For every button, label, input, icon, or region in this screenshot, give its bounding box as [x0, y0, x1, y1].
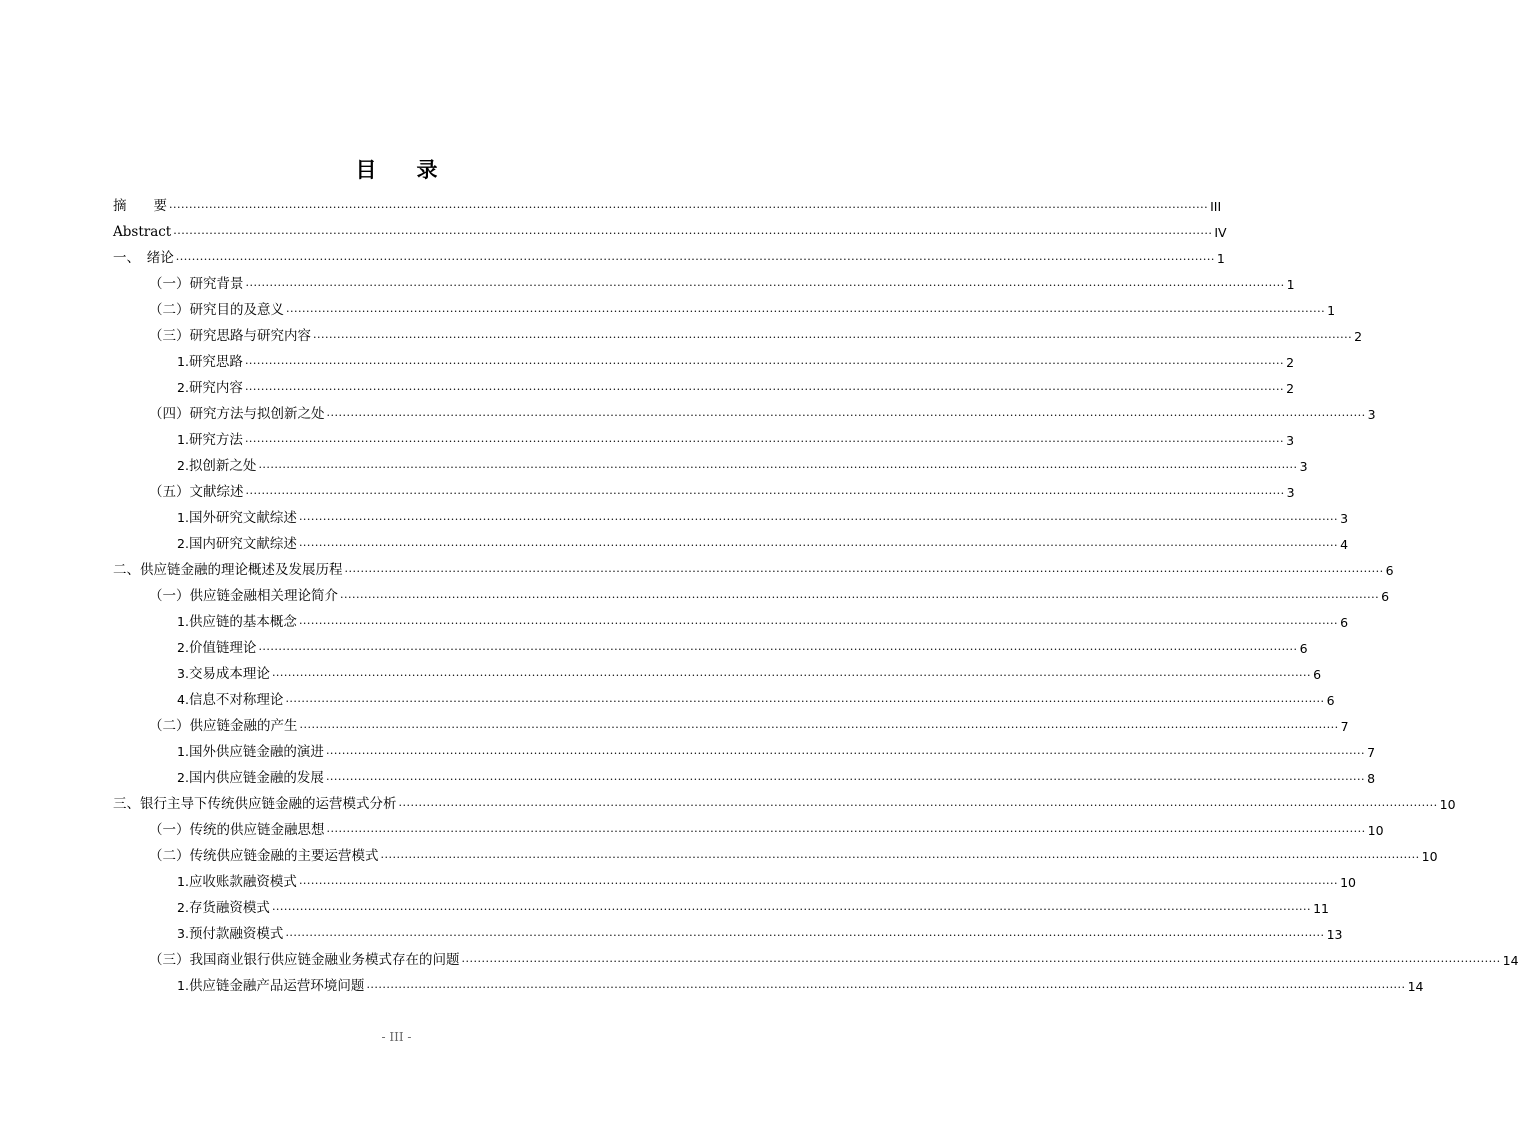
toc-entry-label — [113, 250, 174, 267]
toc-entry-text: （一）传统的供应链金融思想 — [149, 822, 325, 838]
title-char-2: 录 — [416, 157, 438, 182]
toc-entry-number: 2. — [177, 380, 189, 395]
toc-entry-number: 2. — [177, 640, 189, 655]
toc-entry-text: 一、 绪论 — [113, 250, 174, 266]
table-of-contents — [113, 189, 1519, 995]
toc-entry-label — [177, 743, 324, 761]
toc-entry-label — [149, 406, 325, 423]
toc-page-number: 6 — [1299, 641, 1308, 656]
toc-entry[interactable] — [113, 813, 1384, 839]
toc-entry-text: 预付款融资模式 — [188, 926, 284, 942]
toc-page-number: IV — [1214, 225, 1227, 240]
toc-dot-leader: .................................................................................................................................................................................................................................................................... — [380, 848, 1420, 861]
toc-entry-text: （一）研究背景 — [149, 276, 244, 292]
toc-entry-number: 2. — [177, 536, 189, 551]
toc-page-number: 6 — [1313, 667, 1322, 682]
toc-entry-text: （四）研究方法与拟创新之处 — [149, 406, 325, 422]
toc-page-number: 13 — [1326, 927, 1343, 942]
toc-entry-text: 应收账款融资模式 — [188, 874, 297, 890]
toc-entry[interactable] — [113, 423, 1295, 449]
toc-entry[interactable] — [113, 241, 1225, 267]
toc-dot-leader: .................................................................................................................................................................................................................................................................... — [271, 666, 1312, 679]
toc-entry-number: 3. — [177, 666, 189, 681]
toc-entry-label — [177, 457, 256, 475]
toc-entry[interactable] — [113, 293, 1336, 319]
toc-page-number: 6 — [1340, 615, 1349, 630]
toc-page-number: 10 — [1367, 823, 1384, 838]
toc-entry[interactable] — [113, 319, 1363, 345]
toc-dot-leader: .................................................................................................................................................................................................................................................................... — [258, 458, 1298, 471]
toc-entry-label — [113, 224, 171, 241]
toc-page-number: 7 — [1367, 745, 1376, 760]
toc-dot-leader: .................................................................................................................................................................................................................................................................... — [299, 718, 1339, 731]
toc-entry[interactable] — [113, 345, 1295, 371]
toc-page-number: 14 — [1502, 953, 1519, 968]
toc-entry-label — [149, 718, 298, 735]
toc-entry-text: 价值链理论 — [188, 640, 257, 656]
toc-entry-text: 供应链的基本概念 — [188, 614, 297, 630]
toc-page-number: 3 — [1299, 459, 1308, 474]
toc-entry-text: 国外供应链金融的演进 — [188, 744, 324, 760]
toc-entry[interactable] — [113, 865, 1356, 891]
toc-page-number: 2 — [1286, 355, 1295, 370]
toc-entry-label — [113, 796, 397, 813]
toc-entry[interactable] — [113, 735, 1376, 761]
toc-dot-leader: .................................................................................................................................................................................................................................................................... — [298, 536, 1339, 549]
toc-entry-number: 2. — [177, 458, 189, 473]
toc-entry-text: 供应链金融产品运营环境问题 — [188, 978, 365, 994]
toc-entry-text: 国内供应链金融的发展 — [188, 770, 324, 786]
toc-entry[interactable] — [113, 943, 1519, 969]
toc-entry-number: 1. — [177, 432, 189, 447]
toc-dot-leader: .................................................................................................................................................................................................................................................................... — [173, 224, 1213, 237]
toc-entry-text: 研究方法 — [188, 432, 243, 448]
toc-entry-label — [177, 379, 243, 397]
toc-entry-number: 1. — [177, 874, 189, 889]
toc-entry-label — [149, 276, 244, 293]
toc-page-number: 1 — [1286, 277, 1295, 292]
toc-page-number: 1 — [1327, 303, 1336, 318]
toc-entry[interactable] — [113, 371, 1295, 397]
toc-dot-leader: .................................................................................................................................................................................................................................................................... — [325, 770, 1366, 783]
toc-entry-label — [177, 977, 364, 995]
toc-dot-leader: .................................................................................................................................................................................................................................................................... — [326, 822, 1366, 835]
toc-dot-leader: .................................................................................................................................................................................................................................................................... — [344, 562, 1384, 575]
toc-entry-number: 2. — [177, 900, 189, 915]
toc-dot-leader: .................................................................................................................................................................................................................................................................... — [244, 380, 1285, 393]
toc-entry-label — [177, 665, 270, 683]
toc-entry-text: 信息不对称理论 — [188, 692, 284, 708]
toc-entry[interactable] — [113, 709, 1349, 735]
toc-entry[interactable] — [113, 787, 1456, 813]
toc-entry-text: 二、供应链金融的理论概述及发展历程 — [113, 562, 343, 578]
toc-entry-label — [149, 848, 379, 865]
toc-entry-label — [149, 302, 284, 319]
toc-entry-number: 3. — [177, 926, 189, 941]
toc-entry-label — [149, 484, 244, 501]
toc-page-number: 2 — [1354, 329, 1363, 344]
toc-dot-leader: .................................................................................................................................................................................................................................................................... — [286, 302, 1326, 315]
toc-entry-label — [149, 822, 325, 839]
toc-entry-label — [177, 769, 324, 787]
toc-entry[interactable] — [113, 449, 1308, 475]
toc-page-number: 10 — [1340, 875, 1356, 890]
toc-entry-text: （二）传统供应链金融的主要运营模式 — [149, 848, 379, 864]
toc-entry[interactable] — [113, 631, 1308, 657]
toc-entry-text: 摘 要 — [113, 198, 167, 214]
toc-entry-label — [177, 873, 297, 891]
toc-entry-label — [177, 639, 256, 657]
toc-entry-text: 存货融资模式 — [188, 900, 270, 916]
toc-entry-label — [149, 952, 460, 969]
toc-dot-leader: .................................................................................................................................................................................................................................................................... — [285, 692, 1325, 705]
toc-page-number: 14 — [1407, 979, 1424, 994]
toc-entry[interactable] — [113, 475, 1295, 501]
toc-entry[interactable] — [113, 527, 1349, 553]
toc-entry-text: （一）供应链金融相关理论简介 — [149, 588, 338, 604]
toc-page-number: 2 — [1286, 381, 1295, 396]
title-char-1: 目 — [355, 157, 377, 182]
toc-entry-number: 1. — [177, 614, 189, 629]
toc-entry-text: 国内研究文献综述 — [188, 536, 297, 552]
toc-entry-label — [177, 353, 243, 371]
toc-entry-number: 1. — [177, 354, 189, 369]
toc-dot-leader: .................................................................................................................................................................................................................................................................... — [244, 354, 1285, 367]
toc-entry[interactable] — [113, 189, 1222, 215]
toc-entry-label — [177, 509, 297, 527]
toc-dot-leader: .................................................................................................................................................................................................................................................................... — [326, 406, 1366, 419]
toc-dot-leader: .................................................................................................................................................................................................................................................................... — [461, 952, 1501, 965]
toc-page-number: 7 — [1340, 719, 1349, 734]
toc-entry-text: 三、银行主导下传统供应链金融的运营模式分析 — [113, 796, 397, 812]
toc-entry-text: （三）我国商业银行供应链金融业务模式存在的问题 — [149, 952, 460, 968]
toc-entry-number: 1. — [177, 744, 189, 759]
toc-entry-label — [177, 613, 297, 631]
toc-entry-text: （二）供应链金融的产生 — [149, 718, 298, 734]
page-number-footer: - III - — [381, 1030, 412, 1044]
toc-page-number: 3 — [1286, 485, 1295, 500]
toc-dot-leader: .................................................................................................................................................................................................................................................................... — [245, 276, 1285, 289]
toc-dot-leader: .................................................................................................................................................................................................................................................................... — [366, 978, 1406, 991]
toc-page-number: III — [1210, 199, 1222, 214]
toc-entry-label — [149, 588, 338, 605]
toc-entry[interactable] — [113, 501, 1349, 527]
toc-dot-leader: .................................................................................................................................................................................................................................................................... — [244, 432, 1285, 445]
toc-entry-text: （二）研究目的及意义 — [149, 302, 284, 318]
toc-dot-leader: .................................................................................................................................................................................................................................................................... — [285, 926, 1325, 939]
toc-entry-number: 1. — [177, 978, 189, 993]
toc-dot-leader: .................................................................................................................................................................................................................................................................... — [298, 874, 1339, 887]
toc-entry[interactable] — [113, 761, 1376, 787]
toc-page-number: 3 — [1367, 407, 1376, 422]
toc-entry-label — [177, 899, 270, 917]
toc-page-number: 10 — [1439, 797, 1456, 812]
toc-entry[interactable] — [113, 579, 1390, 605]
toc-entry-label — [113, 562, 343, 579]
toc-page-number: 8 — [1367, 771, 1376, 786]
toc-dot-leader: .................................................................................................................................................................................................................................................................... — [298, 510, 1339, 523]
toc-entry-label — [177, 431, 243, 449]
toc-entry-number: 4. — [177, 692, 189, 707]
toc-entry-text: 研究思路 — [188, 354, 243, 370]
toc-dot-leader: .................................................................................................................................................................................................................................................................... — [245, 484, 1285, 497]
toc-entry-label — [177, 925, 283, 943]
toc-page-number: 3 — [1340, 511, 1349, 526]
toc-entry[interactable] — [113, 553, 1394, 579]
toc-entry-label — [177, 691, 283, 709]
toc-entry-text: 交易成本理论 — [188, 666, 270, 682]
toc-entry-text: 国外研究文献综述 — [188, 510, 297, 526]
toc-entry[interactable] — [113, 839, 1438, 865]
toc-dot-leader: .................................................................................................................................................................................................................................................................... — [258, 640, 1298, 653]
toc-entry[interactable] — [113, 605, 1349, 631]
toc-entry-text: 拟创新之处 — [188, 458, 257, 474]
toc-page-number: 3 — [1286, 433, 1295, 448]
toc-page-number: 10 — [1421, 849, 1438, 864]
toc-dot-leader: .................................................................................................................................................................................................................................................................... — [398, 796, 1438, 809]
toc-entry-label — [113, 198, 167, 215]
toc-entry-text: Abstract — [113, 224, 172, 240]
toc-entry[interactable] — [113, 657, 1322, 683]
toc-entry[interactable] — [113, 215, 1227, 241]
toc-entry[interactable] — [113, 267, 1295, 293]
toc-entry-number: 2. — [177, 770, 189, 785]
toc-entry-text: （五）文献综述 — [149, 484, 244, 500]
toc-page-number: 6 — [1381, 589, 1390, 604]
toc-entry-label — [177, 535, 297, 553]
toc-dot-leader: .................................................................................................................................................................................................................................................................... — [325, 744, 1366, 757]
toc-entry[interactable] — [113, 969, 1424, 995]
toc-entry-label — [149, 328, 311, 345]
toc-entry[interactable] — [113, 683, 1335, 709]
toc-entry[interactable] — [113, 891, 1329, 917]
toc-entry-number: 1. — [177, 510, 189, 525]
toc-page-number: 1 — [1216, 251, 1225, 266]
toc-dot-leader: .................................................................................................................................................................................................................................................................... — [271, 900, 1312, 913]
toc-entry[interactable] — [113, 397, 1376, 423]
toc-dot-leader: .................................................................................................................................................................................................................................................................... — [175, 250, 1215, 263]
toc-page-number: 11 — [1313, 901, 1329, 916]
toc-dot-leader: .................................................................................................................................................................................................................................................................... — [298, 614, 1339, 627]
toc-page-number: 6 — [1385, 563, 1394, 578]
toc-entry-text: （三）研究思路与研究内容 — [149, 328, 311, 344]
toc-page-number: 6 — [1326, 693, 1335, 708]
toc-entry[interactable] — [113, 917, 1343, 943]
toc-dot-leader: .................................................................................................................................................................................................................................................................... — [169, 198, 1209, 211]
page-title — [0, 154, 793, 184]
toc-entry-text: 研究内容 — [188, 380, 243, 396]
toc-dot-leader: .................................................................................................................................................................................................................................................................... — [313, 328, 1353, 341]
toc-dot-leader: .................................................................................................................................................................................................................................................................... — [340, 588, 1380, 601]
toc-page-number: 4 — [1340, 537, 1349, 552]
